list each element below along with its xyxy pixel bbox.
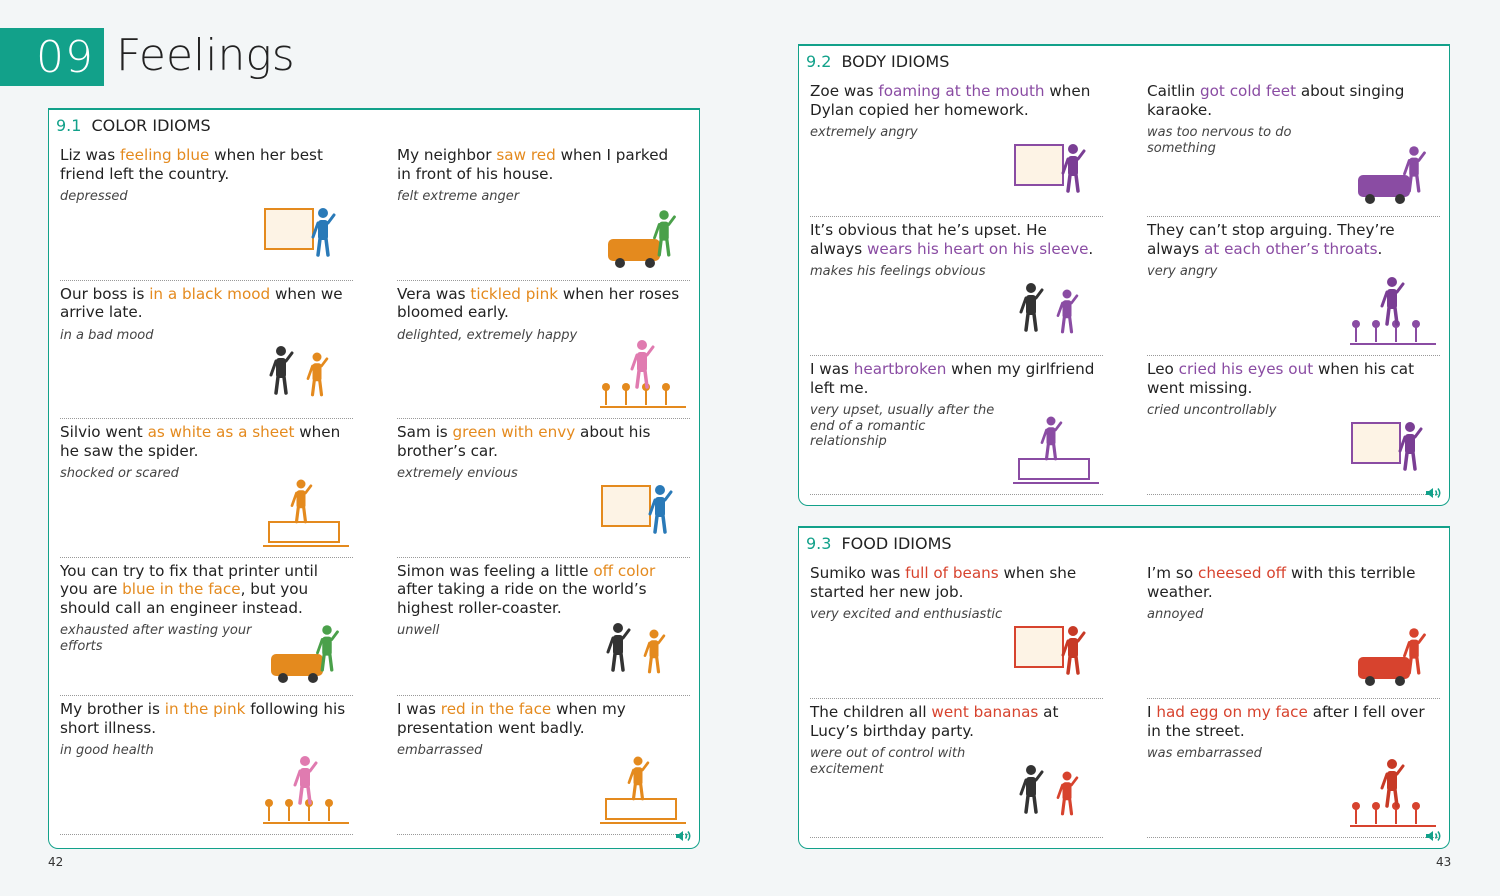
- idiom-sentence: [397, 700, 684, 737]
- idiom-sentence: [397, 562, 684, 618]
- sentence-text: I was: [397, 700, 441, 718]
- chapter-title: Feelings: [116, 30, 295, 81]
- idiom-phrase: feeling blue: [119, 146, 210, 164]
- idiom-phrase: had egg on my face: [1156, 703, 1308, 721]
- section-header: [806, 534, 952, 553]
- envious-man-car-icon: [598, 476, 690, 550]
- sentence-text: about singing karaoke.: [1147, 82, 1405, 119]
- dotted-divider: [397, 418, 690, 419]
- idiom-phrase: got cold feet: [1199, 82, 1297, 100]
- airplane-waving-person-icon: [261, 199, 353, 273]
- idiom-item: [397, 423, 690, 558]
- idiom-phrase: heartbroken: [853, 360, 947, 378]
- sentence-text: when my presentation went badly.: [397, 700, 626, 737]
- sentence-text: when she started her new job.: [810, 564, 1077, 601]
- sentence-text: I: [1147, 703, 1157, 721]
- idiom-phrase: tickled pink: [470, 284, 559, 303]
- idiom-sentence: [810, 703, 1097, 740]
- idiom-phrase: cried his eyes out: [1178, 360, 1314, 378]
- idiom-definition: depressed: [60, 189, 128, 204]
- sentence-text: when Dylan copied her homework.: [810, 82, 1091, 119]
- sentence-text: when he saw the spider.: [60, 423, 341, 460]
- dotted-divider: [1147, 698, 1440, 699]
- dotted-divider: [1147, 355, 1440, 356]
- dotted-divider: [810, 698, 1103, 699]
- audio-speaker-icon[interactable]: [1425, 829, 1443, 843]
- sentence-text: My neighbor: [397, 146, 497, 164]
- idiom-item: [397, 285, 690, 420]
- idiom-item: [810, 564, 1103, 699]
- idiom-item: [60, 146, 353, 281]
- idiom-item: [810, 703, 1103, 838]
- idiom-phrase: at each other’s throats: [1203, 239, 1378, 258]
- idiom-definition: unwell: [397, 623, 440, 638]
- section-body-idioms: [798, 44, 1450, 506]
- sentence-text: when his cat went missing.: [1147, 360, 1415, 397]
- sentence-text: Our boss is: [60, 284, 150, 303]
- idiom-sentence: [397, 285, 684, 322]
- idiom-item: [60, 700, 353, 835]
- audio-speaker-icon[interactable]: [1425, 486, 1443, 500]
- idiom-phrase: went bananas: [931, 703, 1039, 721]
- idiom-definition: in good health: [60, 743, 154, 758]
- idiom-definition: very angry: [1147, 264, 1218, 279]
- idiom-sentence: [60, 285, 347, 322]
- idiom-phrase: as white as a sheet: [147, 423, 295, 441]
- section-color-idioms: [48, 108, 700, 849]
- page-number-right: 43: [1436, 855, 1452, 869]
- dotted-divider: [1147, 837, 1440, 838]
- idiom-item: [60, 285, 353, 420]
- sentence-text: Sumiko was: [810, 564, 906, 582]
- sentence-text: My brother is: [60, 700, 165, 718]
- idiom-sentence: [60, 423, 347, 460]
- idiom-sentence: [60, 700, 347, 737]
- sentence-text: I’m so: [1147, 564, 1198, 582]
- idiom-phrase: off color: [593, 561, 656, 580]
- angry-boss-late-worker-icon: [261, 337, 353, 411]
- idiom-item: [397, 146, 690, 281]
- sentence-text: when my girlfriend left me.: [810, 360, 1095, 397]
- sick-man-rollercoaster-icon: [598, 614, 690, 688]
- sentence-text: It’s obvious that he’s upset. He always: [810, 221, 1047, 258]
- idiom-definition: makes his feelings obvious: [810, 264, 986, 279]
- dotted-divider: [60, 418, 353, 419]
- idiom-definition: delighted, extremely happy: [397, 327, 578, 343]
- idiom-sentence: [1147, 82, 1434, 119]
- sentence-text: Silvio went: [60, 423, 148, 441]
- idiom-item: [60, 423, 353, 558]
- sentence-text: after taking a ride on the world’s highest roller-coaster.: [397, 580, 647, 617]
- dancing-bananas-icon: [1011, 756, 1103, 830]
- idiom-sentence: [397, 146, 684, 183]
- audio-speaker-icon[interactable]: [675, 829, 693, 843]
- idiom-phrase: cheesed off: [1197, 564, 1287, 582]
- sentence-text: about his brother’s car.: [397, 423, 651, 460]
- idiom-definition: was embarrassed: [1147, 746, 1262, 761]
- sentence-text: The children all: [810, 703, 932, 721]
- sentence-text: after I fell over in the street.: [1147, 703, 1425, 740]
- sad-person-heart-icon: [1011, 274, 1103, 348]
- idiom-sentence: [397, 423, 684, 460]
- section-header: [806, 52, 949, 71]
- section-number: 9.3: [806, 534, 832, 553]
- idiom-definition: extremely envious: [397, 466, 518, 481]
- dotted-divider: [397, 834, 690, 835]
- dotted-divider: [60, 557, 353, 558]
- idiom-definition: cried uncontrollably: [1147, 403, 1277, 418]
- idiom-item: [397, 700, 690, 835]
- dotted-divider: [60, 834, 353, 835]
- idiom-definition: exhausted after wasting your efforts: [60, 623, 252, 654]
- sentence-text: Caitlin: [1147, 82, 1200, 100]
- idiom-item: [810, 82, 1103, 217]
- dotted-divider: [60, 280, 353, 281]
- idiom-definition: embarrassed: [397, 743, 483, 758]
- idiom-sentence: [810, 221, 1097, 258]
- idiom-item: [810, 221, 1103, 356]
- arguing-people-icon: [1348, 274, 1440, 348]
- idiom-sentence: [810, 564, 1097, 601]
- sentence-text: You can try to fix that printer until you are: [60, 561, 319, 598]
- sentence-text: Liz was: [60, 146, 120, 164]
- idiom-definition: was too nervous to do something: [1147, 125, 1292, 156]
- dotted-divider: [60, 695, 353, 696]
- sentence-text: when her roses bloomed early.: [397, 284, 680, 321]
- sentence-text: Zoe was: [810, 82, 879, 100]
- sentence-text: Leo: [1147, 360, 1179, 378]
- idiom-item: [1147, 360, 1440, 495]
- sentence-text: at Lucy’s birthday party.: [810, 703, 1059, 740]
- sentence-text: following his short illness.: [60, 700, 346, 737]
- idiom-definition: very excited and enthusiastic: [810, 607, 1003, 622]
- idiom-sentence: [1147, 360, 1434, 397]
- dotted-divider: [397, 557, 690, 558]
- idiom-item: [60, 562, 353, 697]
- page-number-left: 42: [48, 855, 64, 869]
- dotted-divider: [397, 280, 690, 281]
- dotted-divider: [810, 494, 1103, 495]
- sentence-text: when I parked in front of his house.: [397, 146, 669, 183]
- sentence-text: , but you should call an engineer instead.: [60, 580, 309, 617]
- presentation-sleeping-audience-icon: [598, 753, 690, 827]
- idiom-definition: were out of control with excitement: [810, 746, 966, 777]
- sentence-text: Sam is: [397, 423, 453, 441]
- idiom-phrase: wears his heart on his sleeve: [866, 239, 1089, 258]
- section-number: 9.1: [56, 116, 82, 135]
- dotted-divider: [810, 355, 1103, 356]
- sentence-text: when her best friend left the country.: [60, 146, 323, 183]
- idiom-phrase: blue in the face: [122, 580, 241, 598]
- nervous-singer-icon: [1348, 135, 1440, 209]
- annoyed-person-window-icon: [1348, 617, 1440, 691]
- idiom-sentence: [1147, 221, 1434, 258]
- dotted-divider: [1147, 494, 1440, 495]
- crying-man-sofa-icon: [1348, 413, 1440, 487]
- broken-printer-icon: [261, 614, 353, 688]
- idiom-item: [1147, 703, 1440, 838]
- idiom-definition: felt extreme anger: [397, 189, 520, 204]
- dotted-divider: [1147, 216, 1440, 217]
- idiom-sentence: [810, 360, 1097, 397]
- idiom-item: [1147, 82, 1440, 217]
- section-food-idioms: [798, 526, 1450, 849]
- idiom-sentence: [810, 82, 1097, 119]
- angry-student-desk-icon: [1011, 135, 1103, 209]
- idiom-definition: shocked or scared: [60, 466, 179, 481]
- idiom-sentence: [60, 146, 347, 183]
- sentence-text: Vera was: [397, 284, 471, 303]
- idiom-definition: extremely angry: [810, 125, 918, 140]
- idiom-item: [1147, 564, 1440, 699]
- fallen-person-street-icon: [1348, 756, 1440, 830]
- idiom-definition: annoyed: [1147, 607, 1204, 622]
- idiom-item: [1147, 221, 1440, 356]
- idiom-sentence: [1147, 564, 1434, 601]
- section-title: FOOD IDIOMS: [841, 534, 952, 553]
- sentence-text: when we arrive late.: [60, 284, 343, 321]
- dotted-divider: [810, 837, 1103, 838]
- idiom-item: [397, 562, 690, 697]
- idiom-phrase: in the pink: [164, 700, 246, 718]
- sentence-text: with this terrible weather.: [1147, 564, 1416, 601]
- section-number: 9.2: [806, 52, 832, 71]
- section-title: BODY IDIOMS: [841, 52, 950, 71]
- idiom-definition: in a bad mood: [60, 327, 154, 343]
- idiom-item: [810, 360, 1103, 495]
- idiom-phrase: foaming at the mouth: [878, 82, 1045, 100]
- happy-woman-flowers-icon: [598, 337, 690, 411]
- scared-man-spider-icon: [261, 476, 353, 550]
- idiom-phrase: full of beans: [905, 564, 999, 582]
- sentence-text: .: [1088, 239, 1094, 258]
- sentence-text: I was: [810, 360, 854, 378]
- dotted-divider: [397, 695, 690, 696]
- excited-woman-door-icon: [1011, 617, 1103, 691]
- idiom-definition: very upset, usually after the end of a romantic relationship: [810, 403, 995, 449]
- idiom-phrase: green with envy: [452, 423, 576, 441]
- sentence-text: .: [1377, 239, 1383, 258]
- idiom-sentence: [60, 562, 347, 618]
- idiom-sentence: [1147, 703, 1434, 740]
- section-header: [56, 116, 211, 135]
- running-people-icon: [261, 753, 353, 827]
- idiom-phrase: in a black mood: [149, 284, 271, 303]
- section-title: COLOR IDIOMS: [91, 116, 211, 135]
- idiom-phrase: saw red: [496, 146, 556, 164]
- dotted-divider: [810, 216, 1103, 217]
- sentence-text: They can’t stop arguing. They’re always: [1147, 221, 1395, 258]
- sentence-text: Simon was feeling a little: [397, 561, 594, 580]
- idiom-phrase: red in the face: [440, 700, 552, 718]
- angry-man-car-house-icon: [598, 199, 690, 273]
- chapter-number: 09: [0, 28, 104, 86]
- heartbroken-couple-icon: [1011, 413, 1103, 487]
